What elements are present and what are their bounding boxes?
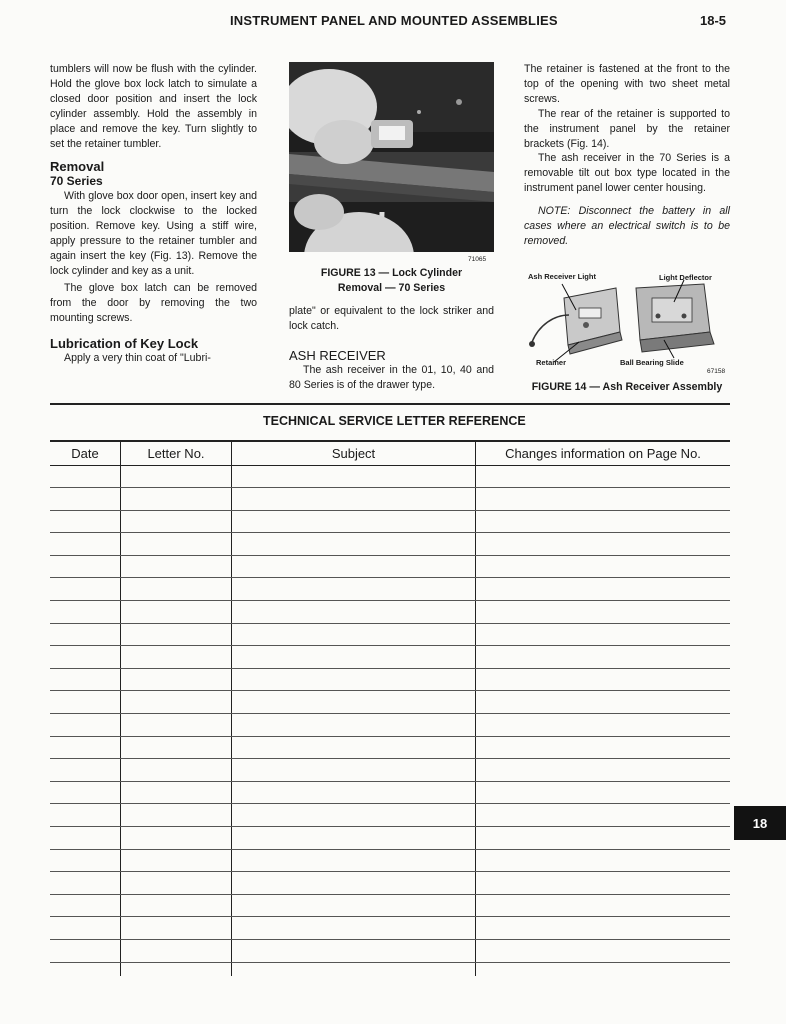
lubrication-paragraph: Apply a very thin coat of "Lubri- (64, 351, 211, 364)
table-row (50, 939, 730, 940)
label-retainer: Retainer (536, 358, 567, 367)
figure-13-caption-line-1: FIGURE 13 — Lock Cylinder (320, 267, 463, 279)
table-row (50, 758, 730, 759)
table-column-divider (475, 440, 476, 976)
table-row (50, 849, 730, 850)
table-row (50, 781, 730, 782)
table-top-rule (50, 440, 730, 442)
section-tab-marker: 18 (734, 806, 786, 840)
lubrication-heading: Lubrication of Key Lock (50, 335, 199, 351)
table-row (50, 600, 730, 601)
table-row (50, 645, 730, 646)
removal-subheading: 70 Series (50, 174, 103, 189)
right-column-text (524, 62, 730, 249)
table-row (50, 871, 730, 872)
table-row (50, 532, 730, 533)
figure-13-photo (289, 62, 494, 252)
table-row (50, 803, 730, 804)
table-column-divider (120, 440, 121, 976)
ash-receiver-heading: ASH RECEIVER (289, 347, 386, 363)
table-row (50, 894, 730, 895)
table-row (50, 623, 730, 624)
table-row (50, 962, 730, 963)
retainer-paragraph-2: The rear of the retainer is supported to the instrument panel by the retainer brackets (Fig. 14). (524, 107, 730, 150)
figure-13-code: 71065 (468, 256, 487, 263)
removal-paragraph-2: The glove box latch can be removed from the door by removing the two mounting screws. (50, 281, 257, 324)
label-ash-receiver-light: Ash Receiver Light (528, 272, 596, 281)
retainer-paragraph-3: The ash receiver in the 70 Series is a removable tilt out box type located in the instrument panel lower center housing. (524, 152, 730, 195)
battery-note: NOTE: Disconnect the battery in all cases where an electrical switch is to be removed. (524, 205, 730, 247)
figure-14-caption: FIGURE 14 — Ash Receiver Assembly (531, 381, 723, 393)
table-title: TECHNICAL SERVICE LETTER REFERENCE (263, 414, 526, 428)
table-header-changes: Changes information on Page No. (505, 446, 701, 461)
table-row (50, 690, 730, 691)
intro-paragraph: tumblers will now be flush with the cylinder. Hold the glove box lock latch to simulate a closed door position and insert the lock cylinder assembly. Hold the assembly in place and remove the key. Turn slightly to set the retainer tumbler. (50, 63, 257, 150)
table-row (50, 916, 730, 917)
table-row (50, 826, 730, 827)
middle-column-text (289, 304, 494, 393)
removal-heading: Removal (50, 159, 105, 175)
table-header-letter-no: Letter No. (147, 446, 205, 461)
lock-cylinder-photo-illustration (289, 62, 494, 252)
table-header-subject: Subject (331, 446, 376, 461)
table-row (50, 487, 730, 488)
table-header-rule (50, 465, 730, 466)
lubrication-continuation: plate" or equivalent to the lock striker and lock catch. (289, 305, 494, 332)
page-header-title: INSTRUMENT PANEL AND MOUNTED ASSEMBLIES (230, 13, 558, 28)
table-row (50, 555, 730, 556)
table-header-date: Date (71, 446, 99, 461)
table-row (50, 713, 730, 714)
ash-receiver-paragraph: The ash receiver in the 01, 10, 40 and 80 Series is of the drawer type. (289, 363, 494, 391)
table-row (50, 736, 730, 737)
table-row (50, 510, 730, 511)
table-row (50, 577, 730, 578)
label-ball-bearing-slide: Ball Bearing Slide (620, 358, 684, 367)
retainer-paragraph-1: The retainer is fastened at the front to the top of the opening with two sheet metal screws. (524, 63, 730, 105)
section-divider (50, 403, 730, 405)
figure-14-code: 67158 (707, 368, 726, 375)
figure-13-caption (289, 266, 494, 296)
figure-13-caption-line-2: Removal — 70 Series (337, 282, 446, 294)
left-column (50, 62, 257, 366)
removal-paragraph-1: With glove box door open, insert key and turn the lock clockwise to the locked position. Remove key. Using a stiff wire, apply pressure to the retainer tumbler and again insert the key (Fig. 13). Remove the lock cylinder and key as a unit. (50, 190, 257, 277)
page-number: 18-5 (700, 13, 727, 28)
table-row (50, 668, 730, 669)
label-light-deflector: Light Deflector (659, 273, 712, 282)
table-column-divider (231, 440, 232, 976)
